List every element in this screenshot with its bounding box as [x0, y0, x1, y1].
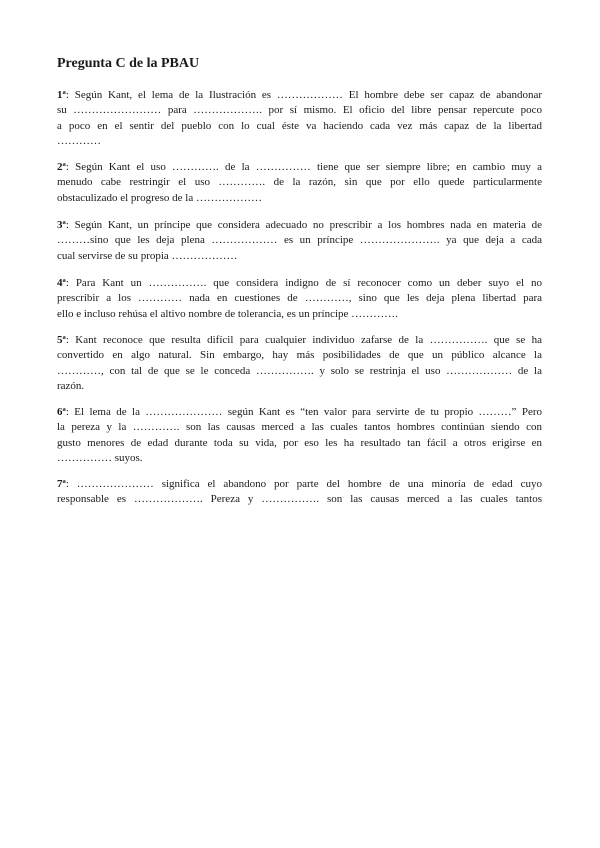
question-text: : Kant reconoce que resulta difícil para cualquier individuo zafarse de la ……………. que se ha [65, 334, 542, 346]
question-line: su …………………… para ………………. por sí mismo. El oficio del libre pensar repercute poco [57, 104, 542, 117]
question-line [57, 333, 542, 348]
question-line: menudo cabe restringir el uso …………. de la razón, sin que por ello quede particularmente [57, 176, 542, 189]
question-text: : Según Kant, un príncipe que considera adecuado no prescribir a los hombres nada en materia de [65, 219, 542, 231]
question-line: gusto menores de edad durante toda su vida, por eso les ha resultado tan fácil a otros erigirse en [57, 436, 542, 449]
question-text: : Según Kant el uso …………. de la …………… tiene que ser siempre libre; en cambio muy a [65, 161, 542, 173]
question-line: la pereza y la …………. son las causas merced a las cuales tantos hombres continúan siendo con [57, 421, 542, 434]
question-number: 4ª [57, 277, 66, 289]
question-line [57, 276, 542, 291]
question-line [57, 218, 542, 233]
question-number: 2ª [57, 161, 66, 173]
question-line: …………, con tal de que se le conceda ……………. y solo se restrinja el uso ……………… de la [57, 364, 542, 377]
page-title: Pregunta C de la PBAU [57, 56, 200, 71]
question-4 [57, 276, 542, 322]
question-line: responsable es ………………. Pereza y ……………. son las causas merced a las cuales tantos [57, 493, 542, 506]
question-text: : Para Kant un ……………. que considera indigno de sí reconocer como un deber suyo el no [65, 277, 542, 289]
question-6 [57, 405, 542, 466]
question-text: : El lema de la ………………… según Kant es “ten valor para servirte de tu propio ………” Pero [65, 406, 542, 418]
question-line [57, 405, 542, 420]
question-line [57, 477, 542, 492]
question-line [57, 160, 542, 175]
question-3 [57, 218, 542, 264]
question-line: …………… suyos. [57, 451, 143, 464]
question-number: 5ª [57, 334, 66, 346]
question-1 [57, 88, 542, 149]
question-text: : Según Kant, el lema de la Ilustración es ……………… El hombre debe ser capaz de abandonar [65, 89, 542, 101]
question-number: 3ª [57, 219, 66, 231]
question-line: prescribir a los ………… nada en cuestiones de …………, sino que les deja plena libertad para [57, 292, 542, 305]
question-5 [57, 333, 542, 394]
question-line [57, 88, 542, 103]
question-line: ello e incluso rehúsa el altivo nombre de tolerancia, es un príncipe …………. [57, 307, 398, 320]
question-line: ………… [57, 134, 101, 147]
question-text: : ………………… significa el abandono por parte del hombre de una minoría de edad cuyo [65, 478, 542, 490]
question-number: 7ª [57, 478, 66, 490]
question-2 [57, 160, 542, 206]
question-line: a poco en el sentir del pueblo con lo cual éste va haciendo cada vez más capaz de la libertad [57, 119, 542, 132]
question-line: razón. [57, 379, 85, 392]
question-7 [57, 477, 542, 508]
question-line: cual servirse de su propia ……………… [57, 249, 238, 262]
question-line: ………sino que les deja plena ……………… es un príncipe …………………. ya que deja a cada [57, 234, 542, 247]
question-number: 6ª [57, 406, 66, 418]
question-line: obstaculizado el progreso de la ……………… [57, 191, 262, 204]
question-number: 1ª [57, 89, 66, 101]
question-line: convertido en algo natural. Sin embargo, hay más posibilidades de que un público alcance la [57, 349, 542, 362]
